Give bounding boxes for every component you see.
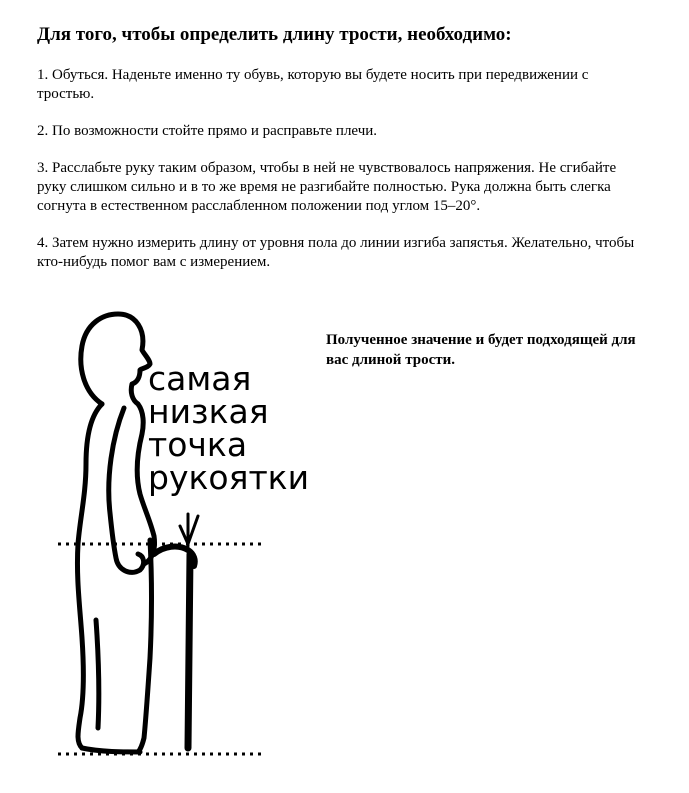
step-2: 2. По возможности стойте прямо и расправьте плечи.: [37, 123, 378, 139]
illustration-caption-line-2: низкая: [148, 392, 269, 431]
illustration-caption-line-1: самая: [148, 359, 252, 398]
step-3: 3. Расслабьте руку таким образом, чтобы в ней не чувствовалось напряжения. Не сгибайте руку слишком сильно и в то же время не разгибайте полностью. Рука должна быть слегка согнута в естественном расслабленном положении под углом 15–20°.: [37, 160, 617, 214]
step-4: 4. Затем нужно измерить длину от уровня пола до линии изгиба запястья. Желательно, чтобы кто-нибудь помог вам с измерением.: [37, 235, 635, 270]
result-note: Полученное значение и будет подходящей для вас длиной трости.: [326, 332, 636, 368]
illustration-caption-line-3: точка: [148, 425, 248, 464]
person-figure-icon: [77, 314, 154, 752]
cane-measurement-illustration: [40, 308, 330, 768]
illustration-svg: [40, 308, 330, 768]
step-1: 1. Обуться. Наденьте именно ту обувь, которую вы будете носить при передвижении с тростью.: [37, 67, 589, 102]
instructions-list: [37, 66, 637, 290]
illustration-caption-line-4: рукоятки: [148, 458, 310, 497]
page-heading: Для того, чтобы определить длину трости, необходимо:: [37, 24, 512, 45]
cane-icon: [154, 514, 198, 748]
